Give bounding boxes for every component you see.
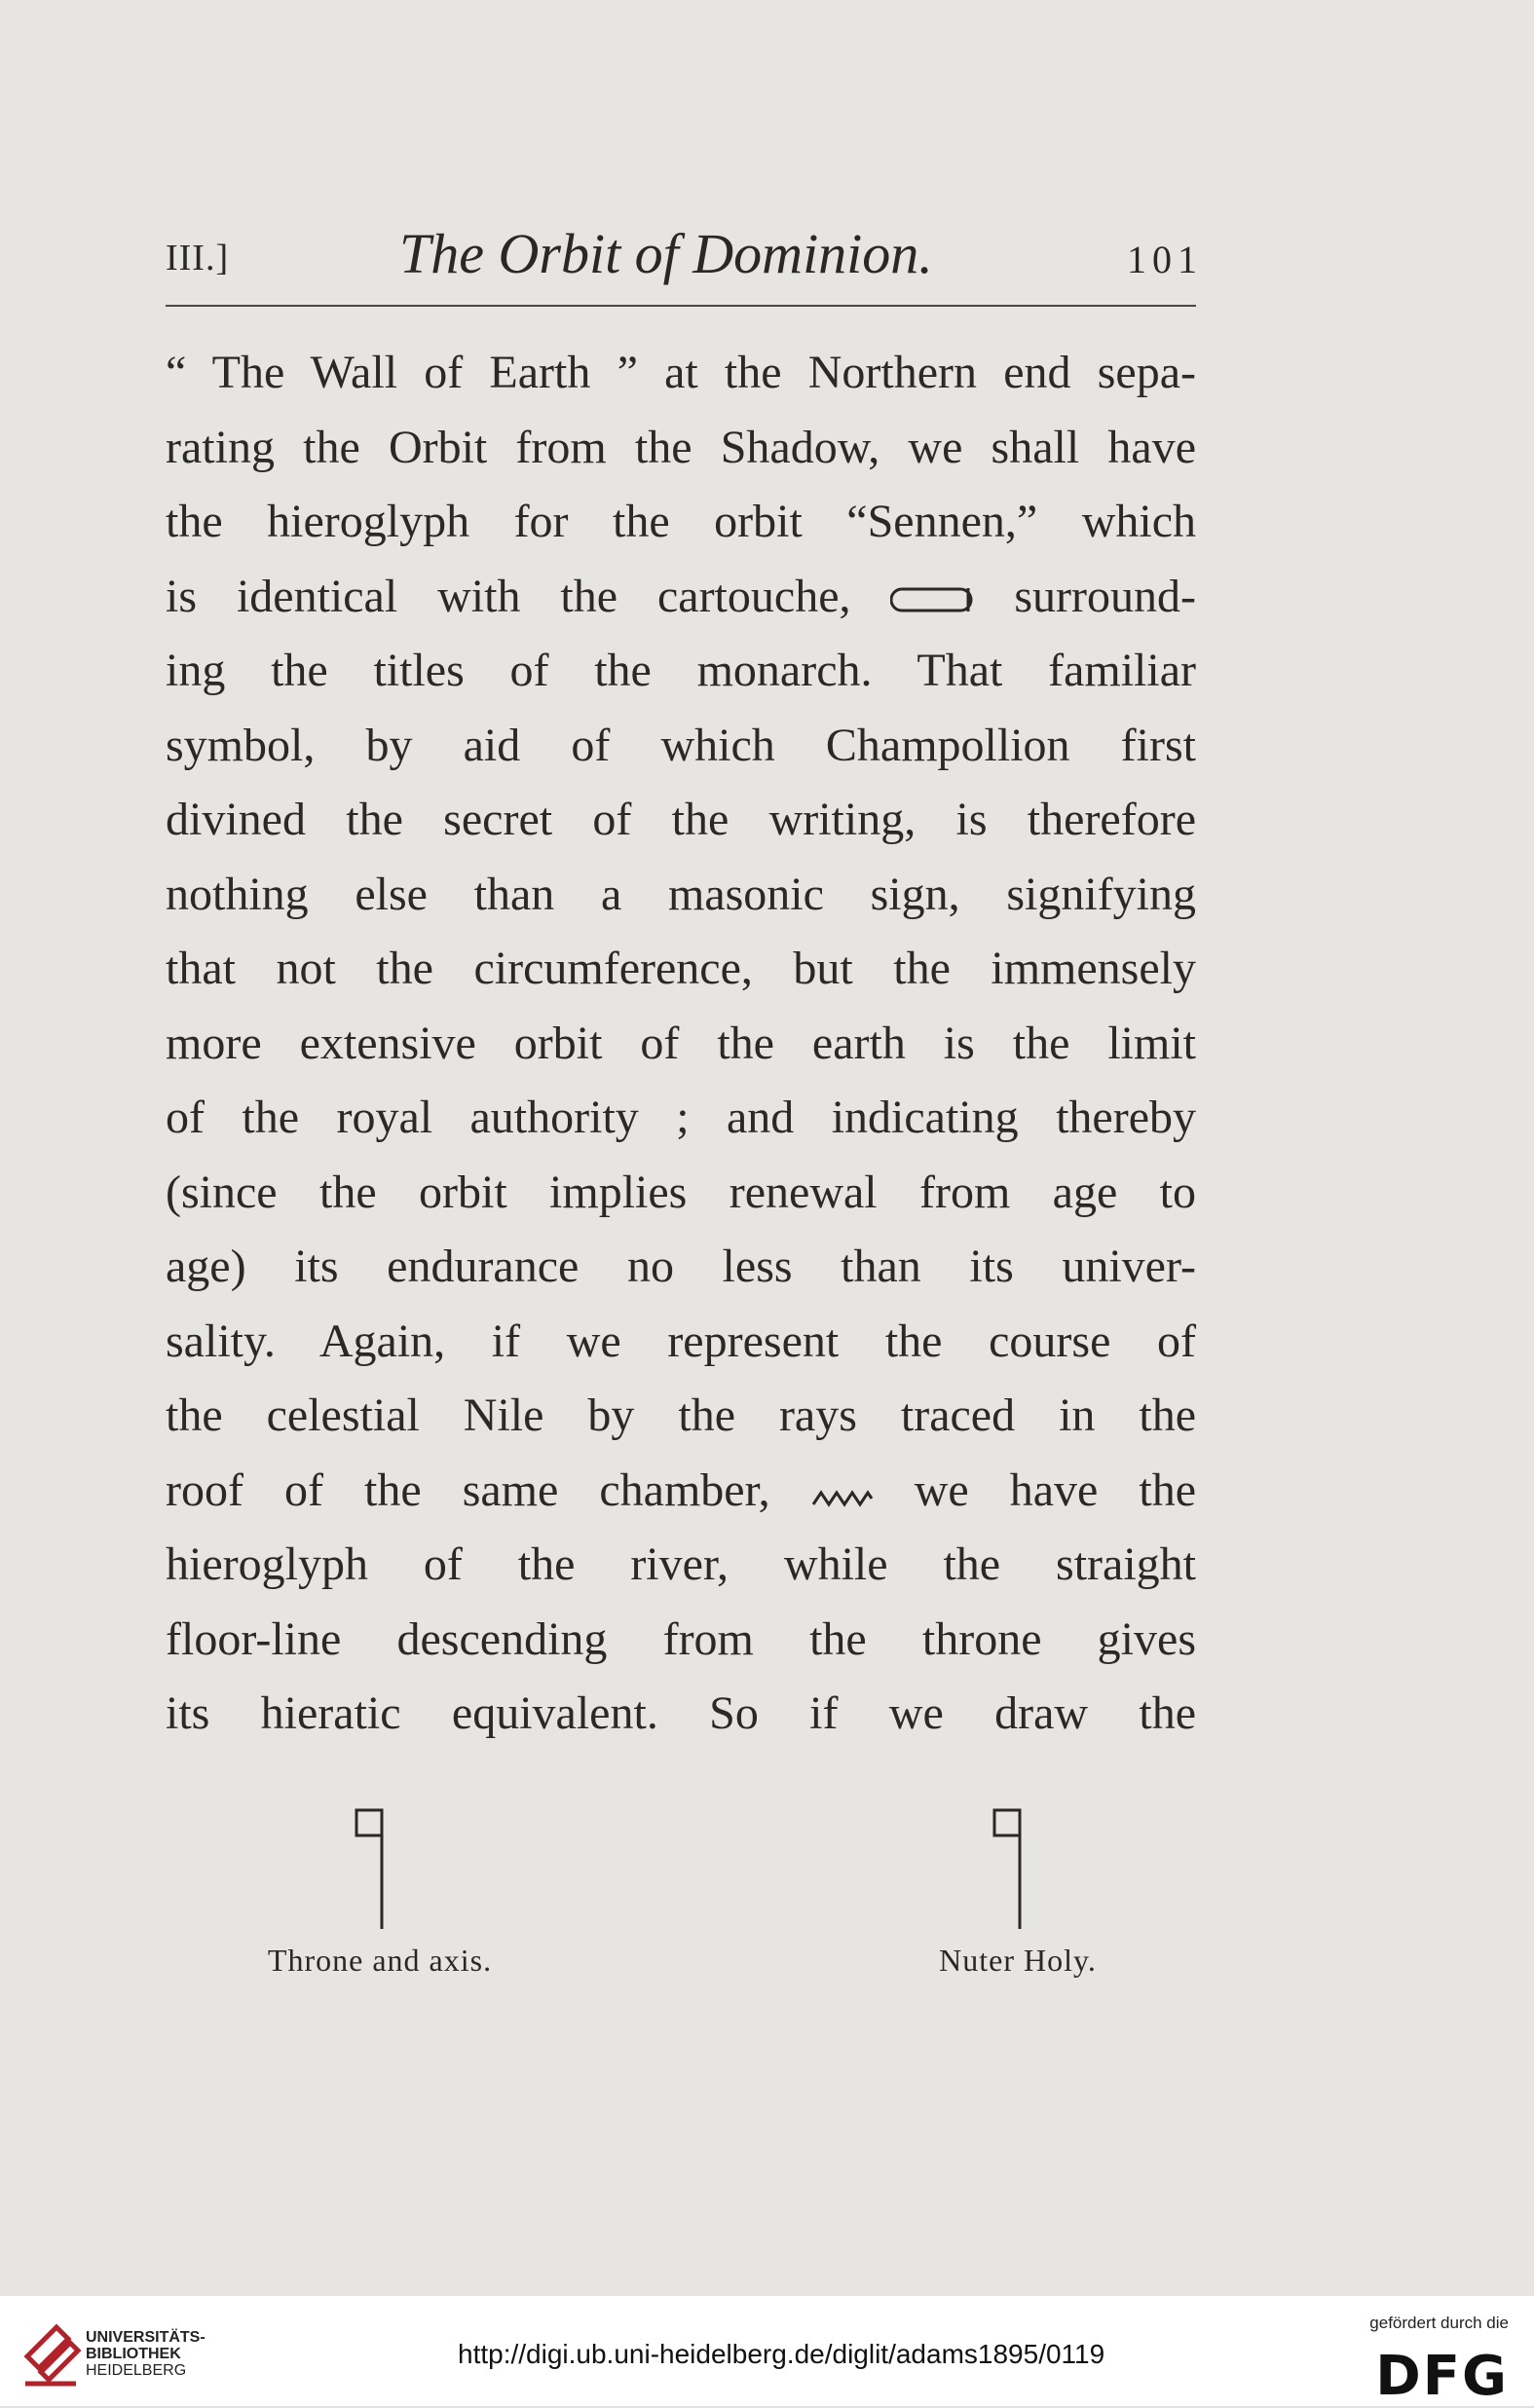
water-zigzag-icon bbox=[811, 1457, 874, 1528]
text-line: divined the secret of the writing, is therefore bbox=[166, 794, 1196, 845]
figure-caption-right: Nuter Holy. bbox=[939, 1943, 1097, 1978]
figure-nuter-holy bbox=[872, 1806, 1164, 1979]
text-line: age) its endurance no less than its univer- bbox=[166, 1241, 1196, 1292]
header-rule bbox=[166, 305, 1196, 307]
text-line: symbol, by aid of which Champollion first bbox=[166, 719, 1196, 771]
cartouche-icon bbox=[890, 563, 974, 634]
text-line: hieroglyph of the river, while the straight bbox=[166, 1538, 1196, 1590]
text-line: rating the Orbit from the Shadow, we shall have bbox=[166, 421, 1196, 473]
text-line: more extensive orbit of the earth is the limit bbox=[166, 1017, 1196, 1069]
running-header bbox=[166, 219, 1203, 287]
text-line: (since the orbit implies renewal from age to bbox=[166, 1166, 1196, 1218]
text-line: “ The Wall of Earth ” at the Northern end sepa- bbox=[166, 347, 1196, 398]
text-fragment: roof of the same chamber, bbox=[166, 1463, 770, 1516]
page-number: 101 bbox=[1127, 238, 1203, 281]
nuter-holy-icon bbox=[989, 1806, 1047, 1933]
dfg-logo: DFG bbox=[1375, 2345, 1509, 2408]
figure-caption-left: Throne and axis. bbox=[267, 1943, 493, 1978]
figure-throne-and-axis bbox=[234, 1806, 526, 1979]
body-text bbox=[166, 336, 1196, 1752]
throne-axis-icon bbox=[351, 1806, 409, 1933]
text-fragment: is identical with the cartouche, bbox=[166, 570, 851, 622]
text-line-with-water-glyph bbox=[166, 1454, 1196, 1529]
funding-label: gefördert durch die bbox=[1369, 2314, 1509, 2332]
text-fragment: surround- bbox=[1014, 570, 1196, 622]
text-fragment: we have the bbox=[914, 1463, 1196, 1516]
text-line: of the royal authority ; and indicating thereby bbox=[166, 1092, 1196, 1143]
figures bbox=[166, 1806, 1196, 2001]
text-line: nothing else than a masonic sign, signifying bbox=[166, 868, 1196, 920]
chapter-number: III.] bbox=[166, 238, 230, 278]
permalink-url[interactable]: http://digi.ub.uni-heidelberg.de/diglit/adams1895/0119 bbox=[458, 2339, 1105, 2369]
running-title: The Orbit of Dominion. bbox=[399, 222, 933, 285]
text-line: the hieroglyph for the orbit “Sennen,” which bbox=[166, 496, 1196, 547]
text-line: that not the circumference, but the immensely bbox=[166, 943, 1196, 994]
text-line: the celestial Nile by the rays traced in the bbox=[166, 1389, 1196, 1441]
text-line: sality. Again, if we represent the course of bbox=[166, 1315, 1196, 1367]
text-line: floor-line descending from the throne gives bbox=[166, 1612, 1196, 1665]
footer-bar bbox=[0, 2296, 1534, 2406]
text-line: its hieratic equivalent. So if we draw the bbox=[166, 1687, 1196, 1739]
text-line-with-cartouche bbox=[166, 560, 1196, 635]
library-name: UNIVERSITÄTS- BIBLIOTHEK HEIDELBERG bbox=[86, 2329, 206, 2379]
text-line: ing the titles of the monarch. That familiar bbox=[166, 645, 1196, 696]
